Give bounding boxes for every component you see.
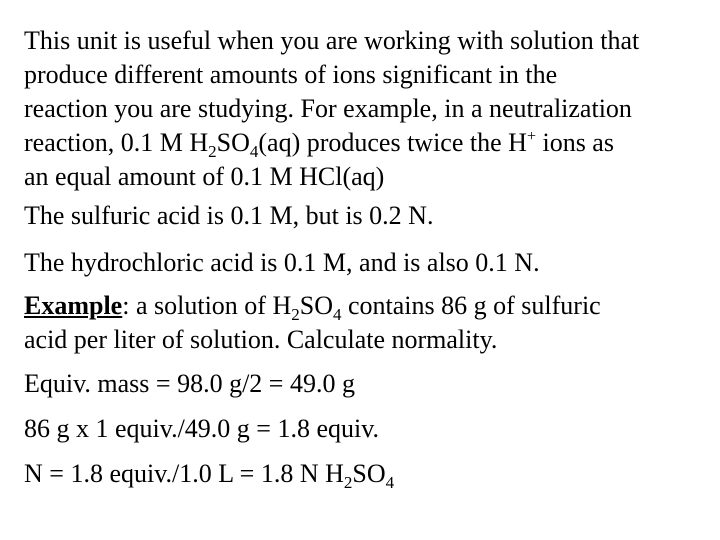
hydrochloric-acid-statement: The hydrochloric acid is 0.1 M, and is also 0.1 N. <box>24 248 540 277</box>
example-line-1 <box>24 289 704 323</box>
example-label: Example <box>24 291 123 320</box>
example-text-b: SO <box>299 291 333 320</box>
subscript: 2 <box>291 305 300 324</box>
sulfuric-acid-statement: The sulfuric acid is 0.1 M, but is 0.2 N. <box>24 201 434 230</box>
normality-result <box>24 457 704 491</box>
equiv-calculation: 86 g x 1 equiv./49.0 g = 1.8 equiv. <box>24 414 380 443</box>
intro-line-1: This unit is useful when you are working with solution that <box>24 26 640 55</box>
example-paragraph <box>24 289 704 357</box>
intro-paragraph <box>24 24 704 194</box>
subscript: 2 <box>343 473 353 492</box>
superscript: + <box>526 128 536 145</box>
intro-line-4-text-d: ions as <box>535 128 614 157</box>
subscript: 4 <box>385 473 395 492</box>
intro-line-4-text-a: reaction, 0.1 M H <box>24 128 209 157</box>
normality-text-b: SO <box>352 459 386 488</box>
intro-line-4 <box>24 126 704 160</box>
normality-text-a: N = 1.8 equiv./1.0 L = 1.8 N H <box>24 459 344 488</box>
intro-line-4-text-b: SO <box>216 128 250 157</box>
subscript: 2 <box>208 142 217 161</box>
intro-line-2: produce different amounts of ions significant in the <box>24 60 558 89</box>
intro-line-4-text-c: (aq) produces twice the H <box>258 128 527 157</box>
subscript: 4 <box>249 142 259 161</box>
equiv-mass-equation: Equiv. mass = 98.0 g/2 = 49.0 g <box>24 369 355 398</box>
example-text-a: : a solution of H <box>122 291 292 320</box>
intro-line-5: an equal amount of 0.1 M HCl(aq) <box>24 162 385 191</box>
example-line-2: acid per liter of solution. Calculate normality. <box>24 325 498 354</box>
subscript: 4 <box>332 305 342 324</box>
example-text-c: contains 86 g of sulfuric <box>341 291 601 320</box>
intro-line-3: reaction you are studying. For example, in a neutralization <box>24 94 632 123</box>
